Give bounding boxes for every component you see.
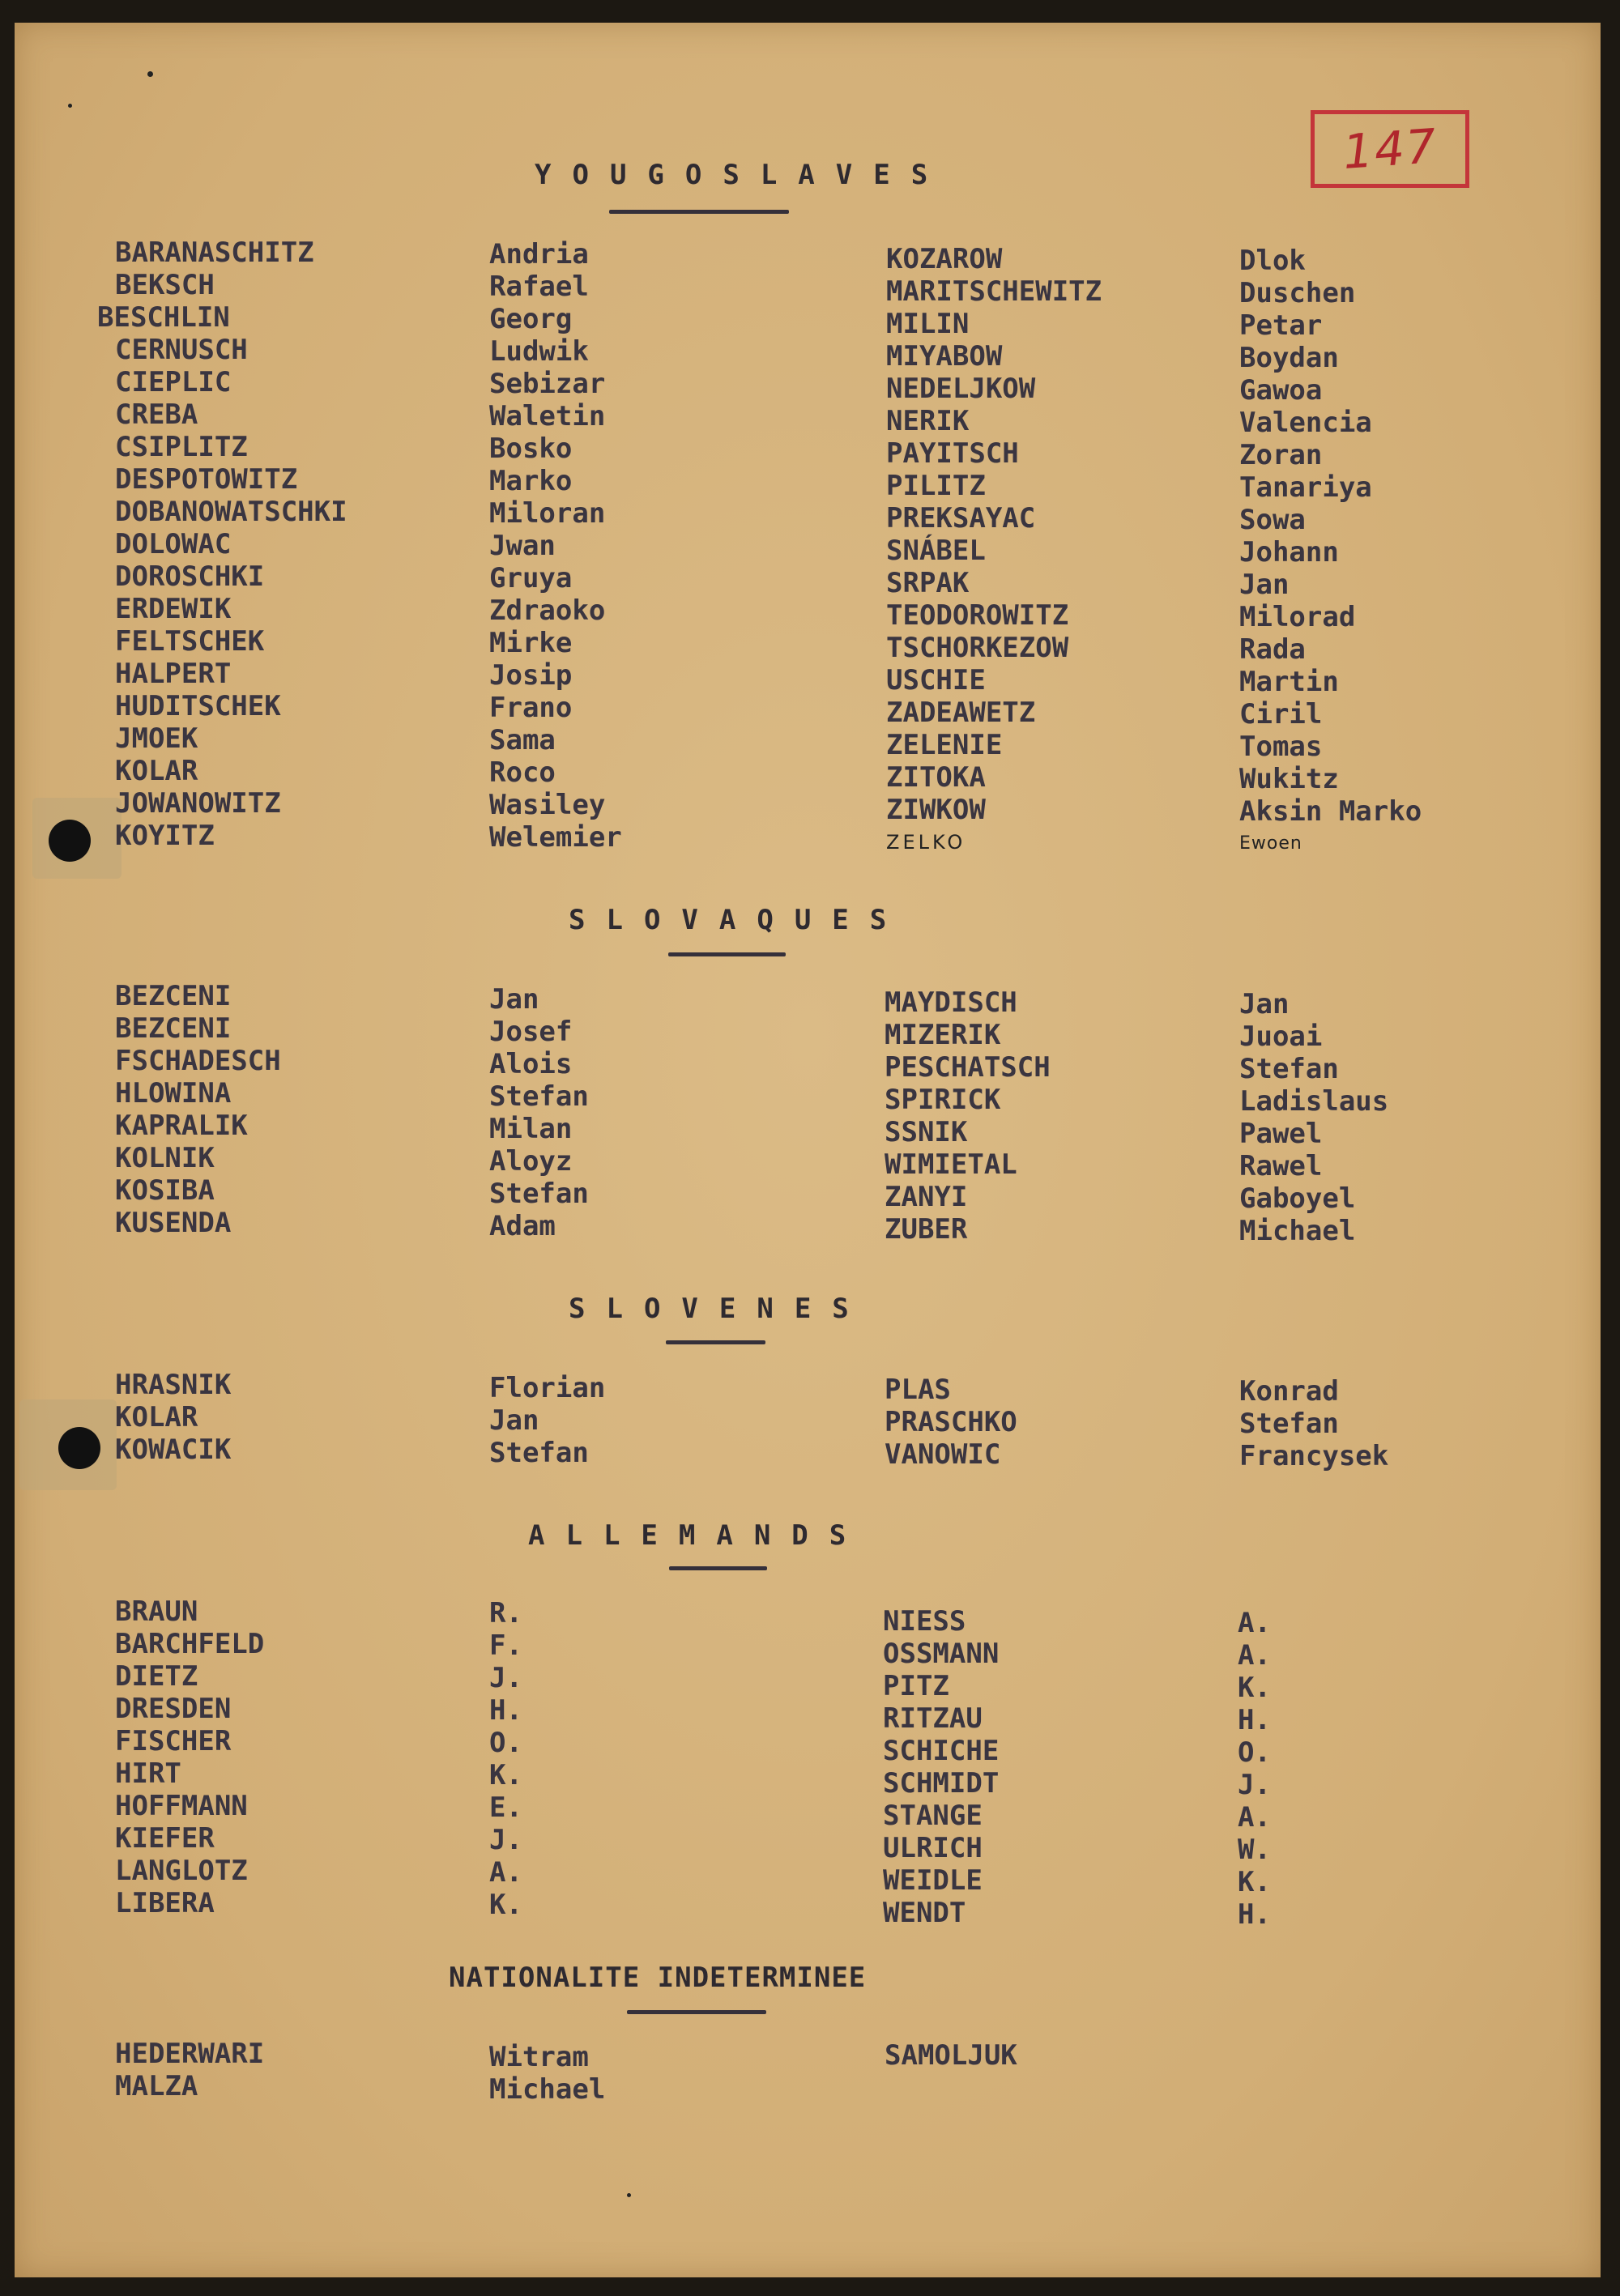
surname: KOZAROW [886, 243, 1003, 275]
surname: ZUBER [885, 1213, 968, 1246]
first-name: Gruya [489, 562, 573, 594]
surname: SNÁBEL [886, 535, 986, 567]
surname-column-indeterminee [115, 2038, 264, 2102]
surname: ZITOKA [886, 761, 986, 794]
surname: WEIDLE [883, 1864, 983, 1897]
initial: K. [489, 1889, 522, 1921]
first-name: Sebizar [489, 368, 606, 400]
initial: A. [1238, 1801, 1271, 1834]
surname: FSCHADESCH [115, 1045, 281, 1077]
punch-hole [58, 1427, 100, 1469]
surname: HUDITSCHEK [115, 690, 281, 722]
first-name: Stefan [1239, 1408, 1339, 1440]
surname: KOYITZ [115, 820, 215, 852]
section-title-allemands: ALLEMANDS [528, 1519, 868, 1552]
surname-column-yougoslaves-right [886, 243, 1102, 858]
first-name: Josef [489, 1016, 573, 1048]
surname: BEKSCH [115, 269, 215, 301]
section-title-slovenes: SLOVENES [569, 1293, 870, 1325]
surname: DESPOTOWITZ [115, 463, 298, 496]
surname: KOWACIK [115, 1433, 232, 1466]
initial: E. [489, 1791, 522, 1824]
surname: JOWANOWITZ [115, 787, 281, 820]
firstname-column-slovaques-right [1239, 988, 1388, 1247]
surname: FELTSCHEK [115, 625, 265, 658]
surname: KUSENDA [115, 1207, 232, 1239]
first-name: Michael [1239, 1215, 1356, 1247]
surname: WENDT [883, 1897, 966, 1929]
first-name: Petar [1239, 309, 1323, 342]
first-name: Jwan [489, 530, 556, 562]
section-underline [627, 2010, 766, 2014]
first-name: Valencia [1239, 407, 1372, 439]
surname: DOROSCHKI [115, 560, 265, 593]
surname-column-slovaques [115, 980, 281, 1239]
initial: O. [1238, 1736, 1271, 1769]
first-name: Rawel [1239, 1150, 1323, 1182]
first-name: Stefan [489, 1437, 589, 1469]
section-title-yougoslaves: YOUGOSLAVES [535, 159, 949, 191]
first-name: Ludwik [489, 335, 589, 368]
surname: DOBANOWATSCHKI [115, 496, 347, 528]
first-name: Milan [489, 1113, 573, 1145]
surname: HALPERT [115, 658, 232, 690]
first-name: Aloyz [489, 1145, 573, 1178]
surname: VANOWIC [885, 1438, 1001, 1471]
initial: W. [1238, 1834, 1271, 1866]
first-name: Ciril [1239, 698, 1323, 731]
first-name: Boydan [1239, 342, 1339, 374]
surname: BARCHFELD [115, 1628, 265, 1660]
section-underline [666, 1340, 765, 1344]
first-name: Zdraoko [489, 594, 606, 627]
firstname-column-yougoslaves-right [1239, 245, 1422, 860]
first-name: Georg [489, 303, 573, 335]
first-name: Witram [489, 2041, 589, 2073]
surname: MALZA [115, 2070, 198, 2102]
first-name: Rada [1239, 633, 1306, 666]
surname-column-indeterminee-right [885, 2039, 1017, 2072]
ink-speck [68, 104, 72, 108]
initial: K. [1238, 1866, 1271, 1898]
surname-column-slovenes-right [885, 1374, 1017, 1471]
surname: PITZ [883, 1670, 949, 1702]
first-name: Stefan [489, 1080, 589, 1113]
first-name: Duschen [1239, 277, 1356, 309]
surname: DIETZ [115, 1660, 198, 1693]
initial: H. [1238, 1898, 1271, 1931]
surname: ZADEAWETZ [886, 696, 1036, 729]
section-title-nationalite-indeterminee: NATIONALITE INDETERMINEE [449, 1962, 867, 1994]
surname: HRASNIK [115, 1369, 232, 1401]
initial: J. [489, 1824, 522, 1856]
surname: FISCHER [115, 1725, 232, 1757]
page-number-stamp [1311, 110, 1469, 188]
surname: LANGLOTZ [115, 1855, 248, 1887]
surname: BESCHLIN [97, 301, 230, 334]
surname: PREKSAYAC [886, 502, 1036, 535]
first-name: Mirke [489, 627, 573, 659]
surname: SCHICHE [883, 1735, 1000, 1767]
firstname-column-slovenes [489, 1372, 605, 1469]
first-name: Stefan [1239, 1053, 1339, 1085]
surname: CIEPLIC [115, 366, 232, 398]
surname: KOLAR [115, 1401, 198, 1433]
initial: A. [1238, 1607, 1271, 1639]
surname: MAYDISCH [885, 986, 1017, 1019]
surname: PESCHATSCH [885, 1051, 1051, 1084]
surname: HLOWINA [115, 1077, 232, 1110]
surname: OSSMANN [883, 1638, 1000, 1670]
surname: BEZCENI [115, 980, 232, 1012]
ink-speck [147, 71, 153, 77]
initial: H. [489, 1694, 522, 1727]
first-name: Dlok [1239, 245, 1306, 277]
surname: PAYITSCH [886, 437, 1019, 470]
initial: A. [489, 1856, 522, 1889]
surname: ZANYI [885, 1181, 968, 1213]
section-underline [669, 1566, 767, 1570]
surname: PLAS [885, 1374, 951, 1406]
surname: JMOEK [115, 722, 198, 755]
surname: BEZCENI [115, 1012, 232, 1045]
first-name: Francysek [1239, 1440, 1389, 1472]
surname: SAMOLJUK [885, 2039, 1017, 2072]
surname: KOLAR [115, 755, 198, 787]
first-name: Marko [489, 465, 573, 497]
firstname-column-slovaques [489, 983, 589, 1242]
section-underline [668, 952, 786, 956]
first-name-handwritten: Ewoen [1239, 833, 1302, 854]
surname: CERNUSCH [115, 334, 248, 366]
initial: J. [489, 1662, 522, 1694]
surname: DRESDEN [115, 1693, 232, 1725]
initial: H. [1238, 1704, 1271, 1736]
firstname-column-yougoslaves [489, 238, 622, 854]
surname: LIBERA [115, 1887, 215, 1919]
first-name: Zoran [1239, 439, 1323, 471]
surname: STANGE [883, 1800, 983, 1832]
first-name: Johann [1239, 536, 1339, 569]
surname: KIEFER [115, 1822, 215, 1855]
first-name: Welemier [489, 821, 622, 854]
punch-hole [49, 820, 91, 862]
first-name: Gawoa [1239, 374, 1323, 407]
surname: KOLNIK [115, 1142, 215, 1174]
surname: MILIN [886, 308, 970, 340]
surname: HIRT [115, 1757, 181, 1790]
surname: WIMIETAL [885, 1148, 1017, 1181]
initial: J. [1238, 1769, 1271, 1801]
initial: K. [1238, 1672, 1271, 1704]
surname: BARANASCHITZ [115, 236, 314, 269]
surname: HOFFMANN [115, 1790, 248, 1822]
first-name: Jan [489, 983, 539, 1016]
surname: SSNIK [885, 1116, 968, 1148]
first-name: Tomas [1239, 731, 1323, 763]
surname: SRPAK [886, 567, 970, 599]
initial: A. [1238, 1639, 1271, 1672]
first-name: Frano [489, 692, 573, 724]
first-name: Sama [489, 724, 556, 756]
first-name: Josip [489, 659, 573, 692]
surname: ULRICH [883, 1832, 983, 1864]
first-name: Roco [489, 756, 556, 789]
first-name: Alois [489, 1048, 573, 1080]
surname: USCHIE [886, 664, 986, 696]
surname-column-slovenes [115, 1369, 231, 1466]
firstname-column-slovenes-right [1239, 1375, 1388, 1472]
first-name: Bosko [489, 432, 573, 465]
surname: MIZERIK [885, 1019, 1001, 1051]
surname: ZIWKOW [886, 794, 986, 826]
first-name: Waletin [489, 400, 606, 432]
first-name: Ladislaus [1239, 1085, 1389, 1118]
first-name: Jan [1239, 988, 1290, 1020]
first-name: Jan [489, 1404, 539, 1437]
surname: KOSIBA [115, 1174, 215, 1207]
surname: SCHMIDT [883, 1767, 1000, 1800]
surname: SPIRICK [885, 1084, 1001, 1116]
surname-column-slovaques-right [885, 986, 1051, 1246]
first-name: Miloran [489, 497, 606, 530]
first-name: Stefan [489, 1178, 589, 1210]
first-name: Andria [489, 238, 589, 270]
first-name: Florian [489, 1372, 606, 1404]
surname: RITZAU [883, 1702, 983, 1735]
first-name: Sowa [1239, 504, 1306, 536]
initial: K. [489, 1759, 522, 1791]
first-name: Martin [1239, 666, 1339, 698]
initial-column-allemands-right [1238, 1607, 1271, 1931]
surname-column-allemands [115, 1595, 264, 1919]
surname: DOLOWAC [115, 528, 232, 560]
initial: O. [489, 1727, 522, 1759]
surname: CSIPLITZ [115, 431, 248, 463]
surname: TEODOROWITZ [886, 599, 1069, 632]
surname: MIYABOW [886, 340, 1003, 373]
first-name: Pawel [1239, 1118, 1323, 1150]
section-title-slovaques: SLOVAQUES [569, 904, 908, 936]
surname: BRAUN [115, 1595, 198, 1628]
first-name: Tanariya [1239, 471, 1372, 504]
first-name: Gaboyel [1239, 1182, 1356, 1215]
page-number: 147 [1341, 118, 1439, 180]
first-name: Konrad [1239, 1375, 1339, 1408]
surname: NERIK [886, 405, 970, 437]
surname: KAPRALIK [115, 1110, 248, 1142]
first-name: Adam [489, 1210, 556, 1242]
first-name: Juoai [1239, 1020, 1323, 1053]
surname: MARITSCHEWITZ [886, 275, 1102, 308]
first-name: Michael [489, 2073, 606, 2106]
surname: ZELENIE [886, 729, 1003, 761]
surname: PILITZ [886, 470, 986, 502]
surname: HEDERWARI [115, 2038, 265, 2070]
surname: CREBA [115, 398, 198, 431]
surname: NEDELJKOW [886, 373, 1036, 405]
initial: R. [489, 1597, 522, 1629]
first-name: Aksin Marko [1239, 795, 1422, 828]
surname-column-yougoslaves [97, 236, 347, 852]
first-name: Rafael [489, 270, 589, 303]
first-name: Wasiley [489, 789, 606, 821]
surname-column-allemands-right [883, 1605, 999, 1929]
ink-speck [627, 2193, 631, 2197]
initial: F. [489, 1629, 522, 1662]
first-name: Milorad [1239, 601, 1356, 633]
initial-column-allemands [489, 1597, 522, 1921]
surname-handwritten: ZELKO [886, 831, 966, 854]
surname: PRASCHKO [885, 1406, 1017, 1438]
first-name: Jan [1239, 569, 1290, 601]
section-underline [609, 210, 789, 214]
first-name: Wukitz [1239, 763, 1339, 795]
surname: TSCHORKEZOW [886, 632, 1069, 664]
surname: ERDEWIK [115, 593, 232, 625]
firstname-column-indeterminee [489, 2041, 605, 2106]
surname: NIESS [883, 1605, 966, 1638]
